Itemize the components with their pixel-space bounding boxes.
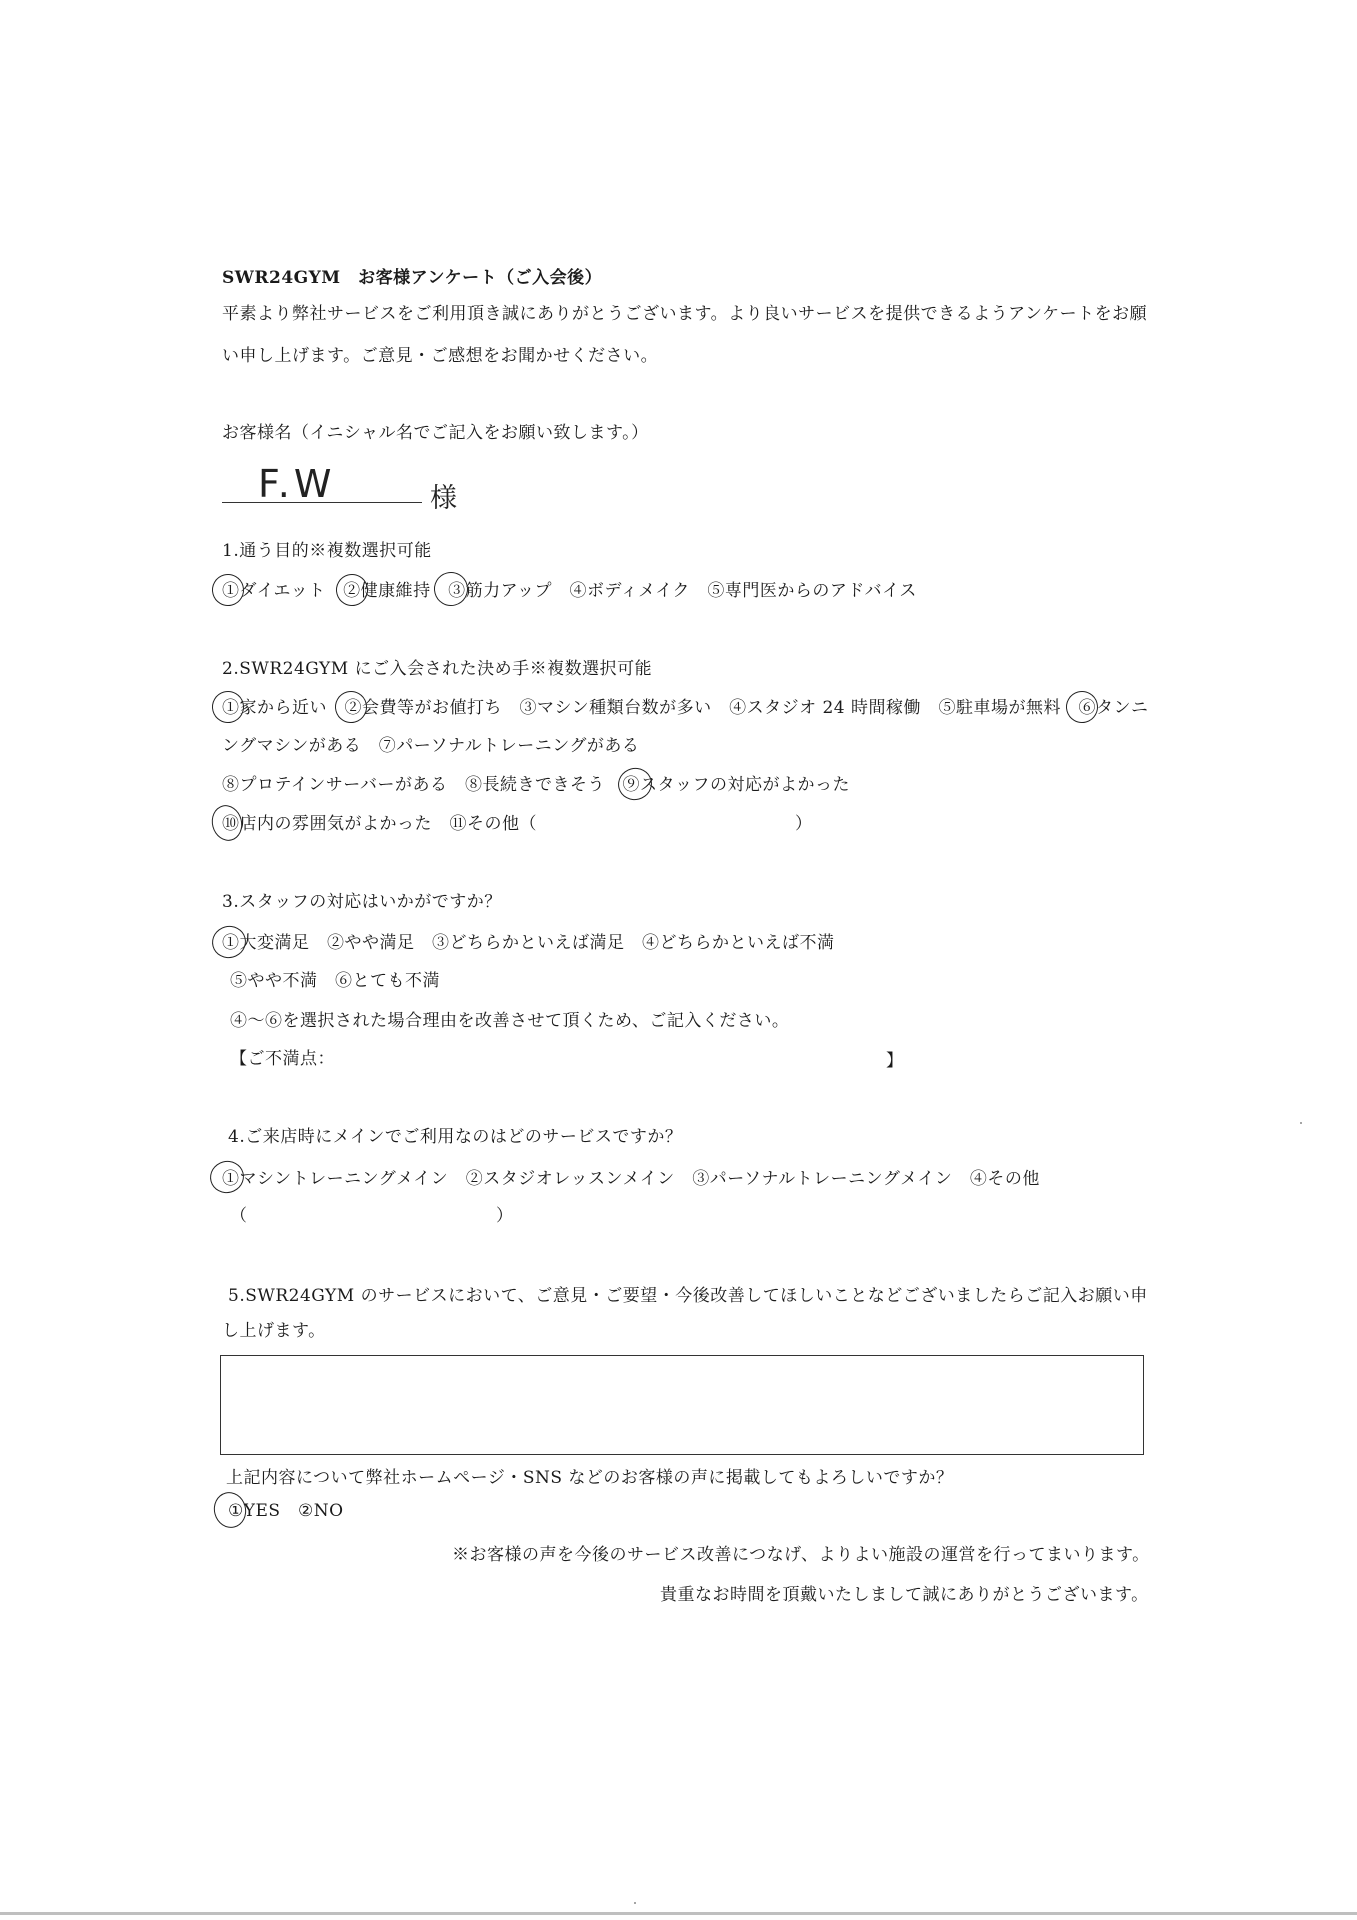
scan-bottom-edge [0,1912,1357,1915]
q5-consent-options: ①YES ②NO [228,1501,344,1521]
q1-options: ①ダイエット ②健康維持 ③筋力アップ ④ボディメイク ⑤専門医からのアドバイス [222,581,917,601]
customer-name-value[interactable]: F.W [258,462,336,506]
q1-title: 1.通う目的※複数選択可能 [222,541,432,561]
q5-title-line2: し上げます。 [222,1321,326,1341]
q4-option1-circle-mark [206,1157,247,1197]
customer-name-label: お客様名（イニシャル名でご記入をお願い致します。） [222,423,649,443]
customer-name-suffix: 様 [430,483,457,514]
q2-option10-circle-mark [208,802,246,845]
footer-line1: ※お客様の声を今後のサービス改善につなげ、よりよい施設の運営を行ってまいります。 [452,1545,1150,1565]
q4-other-open: （ [230,1206,248,1226]
scan-speck [634,1902,636,1904]
q3-complaint-close: 】 [886,1051,904,1071]
q5-yes-circle-mark [210,1488,250,1531]
q4-other-close: ） [496,1206,514,1226]
q2-option6-circle-mark [1062,687,1101,726]
q5-title: 5.SWR24GYM のサービスにおいて、ご意見・ご要望・今後改善してほしいことなどございましたらご記入お願い申 [228,1286,1148,1306]
q3-options-line1: ①大変満足 ②やや満足 ③どちらかといえば満足 ④どちらかといえば不満 [222,933,835,953]
intro-text-line2: い申し上げます。ご意見・ご感想をお聞かせください。 [222,346,659,366]
q2-options-line1: ①家から近い ②会費等がお値打ち ③マシン種類台数が多い ④スタジオ 24 時間稼働 ⑤駐車場が無料 ⑥タンニ [222,698,1149,718]
q3-note: ④～⑥を選択された場合理由を改善させて頂くため、ご記入ください。 [230,1011,790,1031]
q4-options: ①マシントレーニングメイン ②スタジオレッスンメイン ③パーソナルトレーニングメイン ④その他 [222,1169,1040,1189]
q2-option9-circle-mark [614,764,655,804]
form-title: SWR24GYM お客様アンケート（ご入会後） [222,268,603,288]
intro-text-line1: 平素より弊社サービスをご利用頂き誠にありがとうございます。より良いサービスを提供できるようアンケートをお願 [222,304,1148,324]
q2-option1-circle-mark [208,687,247,726]
q1-option3-circle-mark [430,568,472,610]
q1-option1-circle-mark [208,570,247,609]
q2-title: 2.SWR24GYM にご入会された決め手※複数選択可能 [222,659,653,679]
q3-title: 3.スタッフの対応はいかがですか？ [222,892,502,912]
q2-options-line2: ングマシンがある ⑦パーソナルトレーニングがある [222,736,640,756]
q3-option1-circle-mark [208,922,249,962]
q2-options-line3: ⑧プロテインサーバーがある ⑧長続きできそう ⑨スタッフの対応がよかった [222,775,850,795]
q2-option2-circle-mark [331,687,370,726]
q3-complaint-label: 【ご不満点： [230,1049,335,1069]
q5-consent-question: 上記内容について弊社ホームページ・SNS などのお客様の声に掲載してもよろしいですか？ [226,1468,954,1488]
name-underline [222,502,422,503]
scan-speck [1300,1122,1302,1124]
q5-answer-box[interactable] [220,1355,1144,1455]
q3-options-line2: ⑤やや不満 ⑥とても不満 [230,971,440,991]
q2-other-close: ） [795,814,813,834]
footer-line2: 貴重なお時間を頂戴いたしまして誠にありがとうございます。 [660,1585,1149,1605]
q1-option2-circle-mark [332,570,371,609]
q4-title: 4.ご来店時にメインでご利用なのはどのサービスですか？ [228,1127,683,1147]
q2-options-line4: ⑩店内の雰囲気がよかった ⑪その他（ [222,814,537,834]
